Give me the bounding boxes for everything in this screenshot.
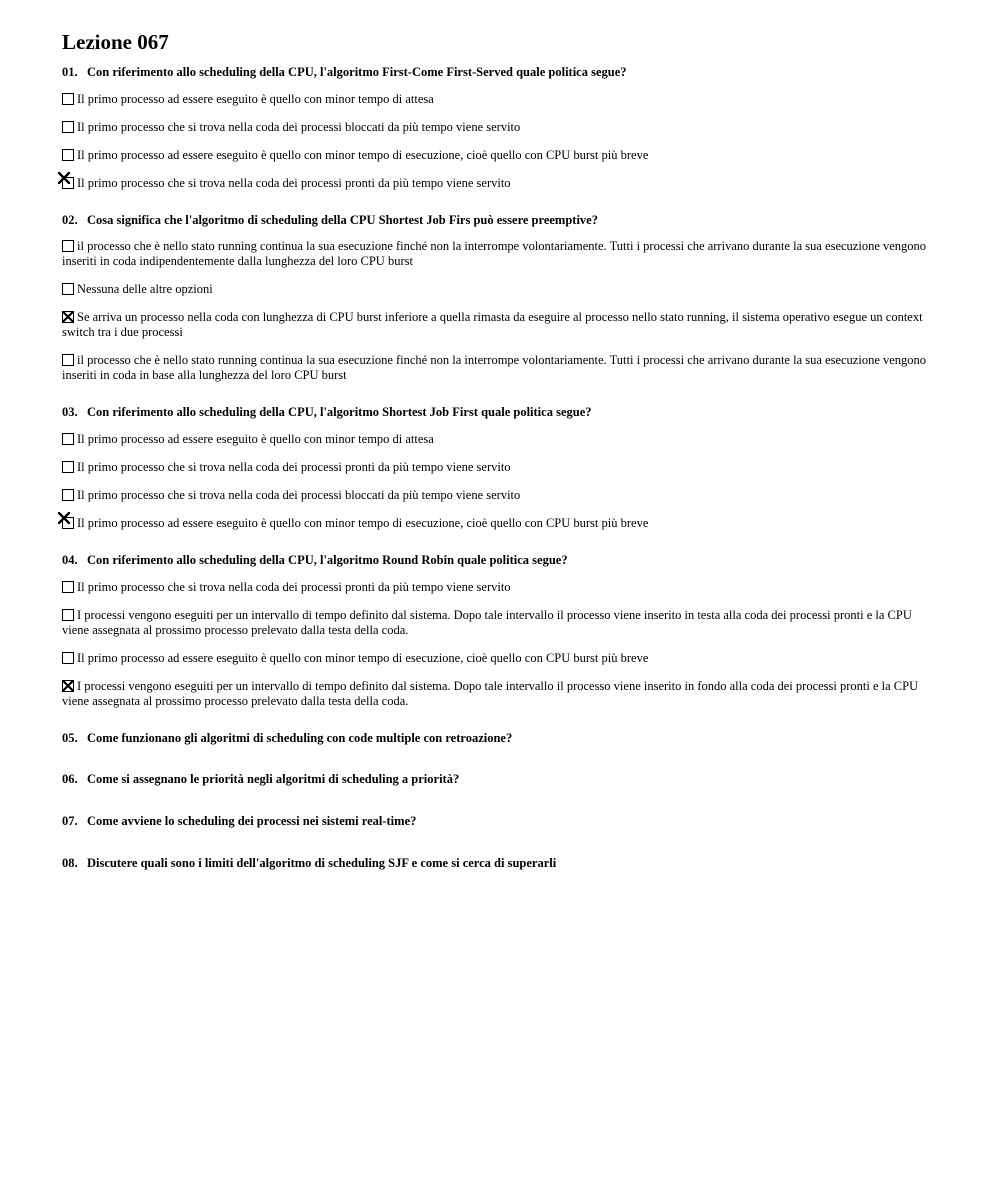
answer-option[interactable] <box>62 460 932 475</box>
answer-option[interactable] <box>62 608 932 638</box>
question-label: Come avviene lo scheduling dei processi nei sistemi real-time? <box>87 813 417 828</box>
checkbox[interactable] <box>62 354 74 366</box>
question-7 <box>62 814 932 830</box>
checkbox[interactable] <box>62 581 74 593</box>
checkbox[interactable] <box>62 461 74 473</box>
question-number: 04. <box>62 553 78 568</box>
answer-option[interactable] <box>62 282 932 297</box>
answer-option[interactable] <box>62 580 932 595</box>
answer-label: Il primo processo che si trova nella coda dei processi pronti da più tempo viene servito <box>77 579 511 594</box>
answer-option[interactable] <box>62 488 932 503</box>
answer-label: il processo che è nello stato running continua la sua esecuzione finché non la interrompe volontariamente. Tutti i processi che arrivano durante la sua esecuzione vengono inseriti in coda in base alla lunghezza del loro CPU burst <box>62 353 927 383</box>
answer-option[interactable] <box>62 92 932 107</box>
question-label: Con riferimento allo scheduling della CPU, l'algoritmo Shortest Job First quale politica segue? <box>87 405 592 420</box>
answer-option[interactable] <box>62 120 932 135</box>
checkbox[interactable] <box>62 489 74 501</box>
question-number: 03. <box>62 405 78 420</box>
question-label: Discutere quali sono i limiti dell'algoritmo di scheduling SJF e come si cerca di superarli <box>87 855 557 870</box>
question-8 <box>62 856 932 872</box>
question-label: Come funzionano gli algoritmi di scheduling con code multiple con retroazione? <box>87 730 513 745</box>
checkbox[interactable] <box>62 283 74 295</box>
answer-label: Il primo processo ad essere eseguito è quello con minor tempo di esecuzione, cioè quello con CPU burst più breve <box>77 650 649 665</box>
answer-option[interactable] <box>62 353 932 383</box>
checkbox[interactable] <box>62 240 74 252</box>
question-number: 01. <box>62 65 78 80</box>
question-number: 08. <box>62 855 78 870</box>
checkbox[interactable] <box>62 433 74 445</box>
answer-label: Il primo processo ad essere eseguito è quello con minor tempo di attesa <box>77 432 434 447</box>
answer-option[interactable] <box>62 176 932 191</box>
question-3 <box>62 405 932 531</box>
question-6 <box>62 772 932 788</box>
question-2 <box>62 213 932 384</box>
answer-option[interactable] <box>62 516 932 531</box>
answer-label: il processo che è nello stato running continua la sua esecuzione finché non la interrompe volontariamente. Tutti i processi che arrivano durante la sua esecuzione vengono inseriti in coda indipendentemente dalla lunghezza del loro CPU burst <box>62 239 927 269</box>
question-list <box>62 65 932 871</box>
question-number: 06. <box>62 772 78 787</box>
checkbox-checked[interactable] <box>62 517 74 529</box>
checkbox[interactable] <box>62 149 74 161</box>
answer-label: I processi vengono eseguiti per un intervallo di tempo definito dal sistema. Dopo tale intervallo il processo viene inserito in testa alla coda dei processi pronti e la CPU viene assegnata al prossimo processo prelevato dalla testa della coda. <box>62 607 912 637</box>
checkbox[interactable] <box>62 93 74 105</box>
question-1 <box>62 65 932 191</box>
answer-option[interactable] <box>62 148 932 163</box>
answer-label: Il primo processo che si trova nella coda dei processi pronti da più tempo viene servito <box>77 175 511 190</box>
question-5 <box>62 731 932 747</box>
checkbox[interactable] <box>62 121 74 133</box>
answer-option[interactable] <box>62 679 932 709</box>
question-text <box>62 405 932 421</box>
answer-label: Il primo processo ad essere eseguito è quello con minor tempo di esecuzione, cioè quello con CPU burst più breve <box>77 516 649 531</box>
answer-label: I processi vengono eseguiti per un intervallo di tempo definito dal sistema. Dopo tale intervallo il processo viene inserito in fondo alla coda dei processi pronti e la CPU viene assegnata al prossimo processo prelevato dalla testa della coda. <box>62 678 919 708</box>
answer-label: Se arriva un processo nella coda con lunghezza di CPU burst inferiore a quella rimasta da eseguire al processo nello stato running, il sistema operativo esegue un context switch tra i due processi <box>62 310 923 340</box>
question-number: 07. <box>62 813 78 828</box>
question-text <box>62 772 932 788</box>
checkbox-checked[interactable] <box>62 680 74 692</box>
answer-option[interactable] <box>62 239 932 269</box>
checkbox[interactable] <box>62 652 74 664</box>
lesson-title: Lezione 067 <box>62 30 169 54</box>
question-number: 02. <box>62 212 78 227</box>
question-4 <box>62 553 932 709</box>
answer-label: Nessuna delle altre opzioni <box>77 282 213 297</box>
checkbox-checked[interactable] <box>62 177 74 189</box>
question-text <box>62 213 932 229</box>
checkbox-checked[interactable] <box>62 311 74 323</box>
question-label: Come si assegnano le priorità negli algoritmi di scheduling a priorità? <box>87 772 460 787</box>
checkbox[interactable] <box>62 609 74 621</box>
answer-option[interactable] <box>62 432 932 447</box>
question-label: Con riferimento allo scheduling della CPU, l'algoritmo Round Robin quale politica segue? <box>87 553 568 568</box>
question-number: 05. <box>62 730 78 745</box>
document-page <box>62 30 932 897</box>
answer-label: Il primo processo ad essere eseguito è quello con minor tempo di attesa <box>77 91 434 106</box>
answer-option[interactable] <box>62 310 932 340</box>
question-text <box>62 731 932 747</box>
question-text <box>62 856 932 872</box>
question-text <box>62 65 932 81</box>
question-label: Con riferimento allo scheduling della CPU, l'algoritmo First-Come First-Served quale politica segue? <box>87 65 627 80</box>
answer-label: Il primo processo che si trova nella coda dei processi bloccati da più tempo viene servito <box>77 119 521 134</box>
question-text <box>62 553 932 569</box>
question-label: Cosa significa che l'algoritmo di scheduling della CPU Shortest Job Firs può essere preemptive? <box>87 212 598 227</box>
answer-label: Il primo processo che si trova nella coda dei processi bloccati da più tempo viene servito <box>77 488 521 503</box>
answer-label: Il primo processo ad essere eseguito è quello con minor tempo di esecuzione, cioè quello con CPU burst più breve <box>77 147 649 162</box>
answer-option[interactable] <box>62 651 932 666</box>
answer-label: Il primo processo che si trova nella coda dei processi pronti da più tempo viene servito <box>77 460 511 475</box>
question-text <box>62 814 932 830</box>
